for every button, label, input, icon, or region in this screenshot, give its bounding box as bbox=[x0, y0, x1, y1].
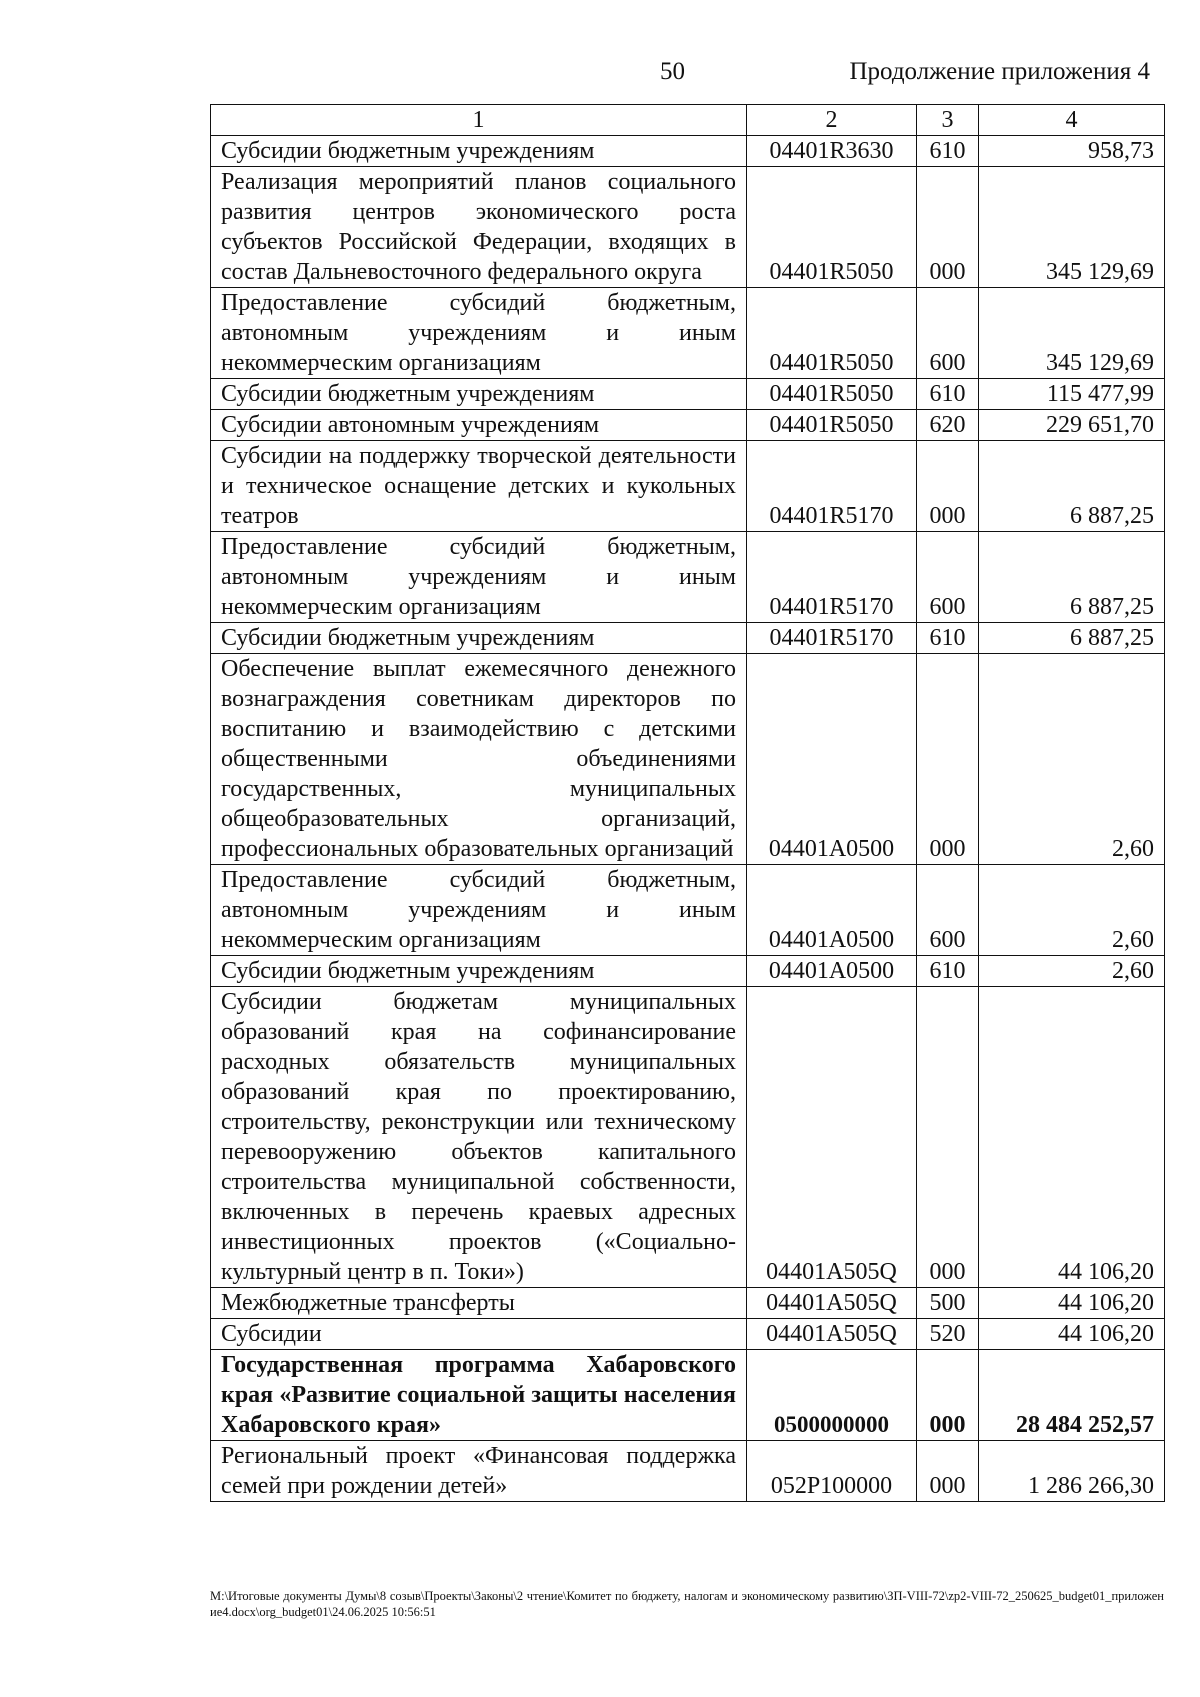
row-code-cell: 04401A0500 bbox=[747, 865, 917, 956]
row-kind-cell: 600 bbox=[917, 288, 979, 379]
row-kind-cell: 610 bbox=[917, 379, 979, 410]
column-header-4: 4 bbox=[979, 105, 1165, 136]
row-amount-cell: 2,60 bbox=[979, 865, 1165, 956]
row-name-cell: Обеспечение выплат ежемесячного денежного вознаграждения советникам директоров по воспитанию и взаимодействию с детскими общественными объединениями государственных, муниципальных общеобразовательных организаций, профессиональных образовательных организаций bbox=[211, 654, 747, 865]
table-row bbox=[211, 956, 1165, 987]
row-name-cell: Субсидии бюджетным учреждениям bbox=[211, 379, 747, 410]
row-amount-cell: 115 477,99 bbox=[979, 379, 1165, 410]
row-amount-cell: 345 129,69 bbox=[979, 167, 1165, 288]
row-amount-cell: 345 129,69 bbox=[979, 288, 1165, 379]
row-amount-cell: 6 887,25 bbox=[979, 623, 1165, 654]
row-code-cell: 04401A505Q bbox=[747, 1288, 917, 1319]
row-code-cell: 04401R5050 bbox=[747, 288, 917, 379]
row-code-cell: 0500000000 bbox=[747, 1350, 917, 1441]
row-amount-cell: 44 106,20 bbox=[979, 1288, 1165, 1319]
row-kind-cell: 620 bbox=[917, 410, 979, 441]
column-header-1: 1 bbox=[211, 105, 747, 136]
row-kind-cell: 600 bbox=[917, 532, 979, 623]
row-amount-cell: 2,60 bbox=[979, 956, 1165, 987]
row-amount-cell: 958,73 bbox=[979, 136, 1165, 167]
row-code-cell: 04401R5170 bbox=[747, 532, 917, 623]
table-row bbox=[211, 987, 1165, 1288]
row-kind-cell: 610 bbox=[917, 623, 979, 654]
row-name-cell: Межбюджетные трансферты bbox=[211, 1288, 747, 1319]
row-kind-cell: 500 bbox=[917, 1288, 979, 1319]
row-code-cell: 04401R3630 bbox=[747, 136, 917, 167]
row-amount-cell: 229 651,70 bbox=[979, 410, 1165, 441]
row-code-cell: 04401R5170 bbox=[747, 623, 917, 654]
table-row bbox=[211, 288, 1165, 379]
row-name-cell: Предоставление субсидий бюджетным, автономным учреждениям и иным некоммерческим организациям bbox=[211, 532, 747, 623]
table-row bbox=[211, 167, 1165, 288]
budget-table bbox=[210, 104, 1165, 1502]
row-kind-cell: 000 bbox=[917, 441, 979, 532]
row-code-cell: 04401A505Q bbox=[747, 1319, 917, 1350]
table-row bbox=[211, 410, 1165, 441]
row-amount-cell: 1 286 266,30 bbox=[979, 1441, 1165, 1502]
row-code-cell: 04401R5050 bbox=[747, 379, 917, 410]
row-kind-cell: 610 bbox=[917, 136, 979, 167]
table-header-row bbox=[211, 105, 1165, 136]
table-row bbox=[211, 1319, 1165, 1350]
row-name-cell: Субсидии бюджетам муниципальных образований края на софинансирование расходных обязательств муниципальных образований края по проектированию, строительству, реконструкции или техническому перевооружению объектов капитального строительства муниципальной собственности, включенных в перечень краевых адресных инвестиционных проектов («Социально-культурный центр в п. Токи») bbox=[211, 987, 747, 1288]
row-kind-cell: 000 bbox=[917, 654, 979, 865]
row-kind-cell: 520 bbox=[917, 1319, 979, 1350]
row-kind-cell: 000 bbox=[917, 1441, 979, 1502]
table-row bbox=[211, 136, 1165, 167]
row-amount-cell: 44 106,20 bbox=[979, 987, 1165, 1288]
row-name-cell: Предоставление субсидий бюджетным, автономным учреждениям и иным некоммерческим организациям bbox=[211, 865, 747, 956]
table-row bbox=[211, 865, 1165, 956]
table-row bbox=[211, 441, 1165, 532]
budget-table-body bbox=[211, 105, 1165, 1502]
table-row bbox=[211, 623, 1165, 654]
row-amount-cell: 44 106,20 bbox=[979, 1319, 1165, 1350]
row-amount-cell: 6 887,25 bbox=[979, 532, 1165, 623]
column-header-3: 3 bbox=[917, 105, 979, 136]
row-name-cell: Субсидии бюджетным учреждениям bbox=[211, 623, 747, 654]
row-amount-cell: 28 484 252,57 bbox=[979, 1350, 1165, 1441]
row-code-cell: 04401R5170 bbox=[747, 441, 917, 532]
row-code-cell: 04401A0500 bbox=[747, 654, 917, 865]
page-number: 50 bbox=[660, 58, 685, 85]
table-row bbox=[211, 1350, 1165, 1441]
document-path-footer: M:\Итоговые документы Думы\8 созыв\Проекты\Законы\2 чтение\Комитет по бюджету, налогам и экономическому развитию\ЗП-VIII-72\zp2-VIII-72_250625_budget01_приложение4.docx\org_budget01\24.06.2025 10:56:51 bbox=[210, 1589, 1164, 1619]
row-code-cell: 04401R5050 bbox=[747, 167, 917, 288]
table-row bbox=[211, 532, 1165, 623]
table-row bbox=[211, 1441, 1165, 1502]
row-name-cell: Субсидии автономным учреждениям bbox=[211, 410, 747, 441]
row-kind-cell: 000 bbox=[917, 1350, 979, 1441]
table-row bbox=[211, 1288, 1165, 1319]
row-amount-cell: 6 887,25 bbox=[979, 441, 1165, 532]
column-header-2: 2 bbox=[747, 105, 917, 136]
page-header bbox=[0, 58, 1200, 98]
row-name-cell: Государственная программа Хабаровского края «Развитие социальной защиты населения Хабаровского края» bbox=[211, 1350, 747, 1441]
row-code-cell: 052P100000 bbox=[747, 1441, 917, 1502]
table-row bbox=[211, 379, 1165, 410]
row-code-cell: 04401A0500 bbox=[747, 956, 917, 987]
row-code-cell: 04401A505Q bbox=[747, 987, 917, 1288]
row-name-cell: Реализация мероприятий планов социального развития центров экономического роста субъектов Российской Федерации, входящих в состав Дальневосточного федерального округа bbox=[211, 167, 747, 288]
row-kind-cell: 600 bbox=[917, 865, 979, 956]
continuation-title: Продолжение приложения 4 bbox=[849, 58, 1150, 85]
row-amount-cell: 2,60 bbox=[979, 654, 1165, 865]
row-name-cell: Предоставление субсидий бюджетным, автономным учреждениям и иным некоммерческим организациям bbox=[211, 288, 747, 379]
row-kind-cell: 610 bbox=[917, 956, 979, 987]
row-kind-cell: 000 bbox=[917, 987, 979, 1288]
row-name-cell: Субсидии бюджетным учреждениям bbox=[211, 956, 747, 987]
row-name-cell: Субсидии bbox=[211, 1319, 747, 1350]
row-kind-cell: 000 bbox=[917, 167, 979, 288]
row-name-cell: Субсидии бюджетным учреждениям bbox=[211, 136, 747, 167]
row-name-cell: Региональный проект «Финансовая поддержка семей при рождении детей» bbox=[211, 1441, 747, 1502]
row-name-cell: Субсидии на поддержку творческой деятельности и техническое оснащение детских и кукольных театров bbox=[211, 441, 747, 532]
row-code-cell: 04401R5050 bbox=[747, 410, 917, 441]
table-row bbox=[211, 654, 1165, 865]
